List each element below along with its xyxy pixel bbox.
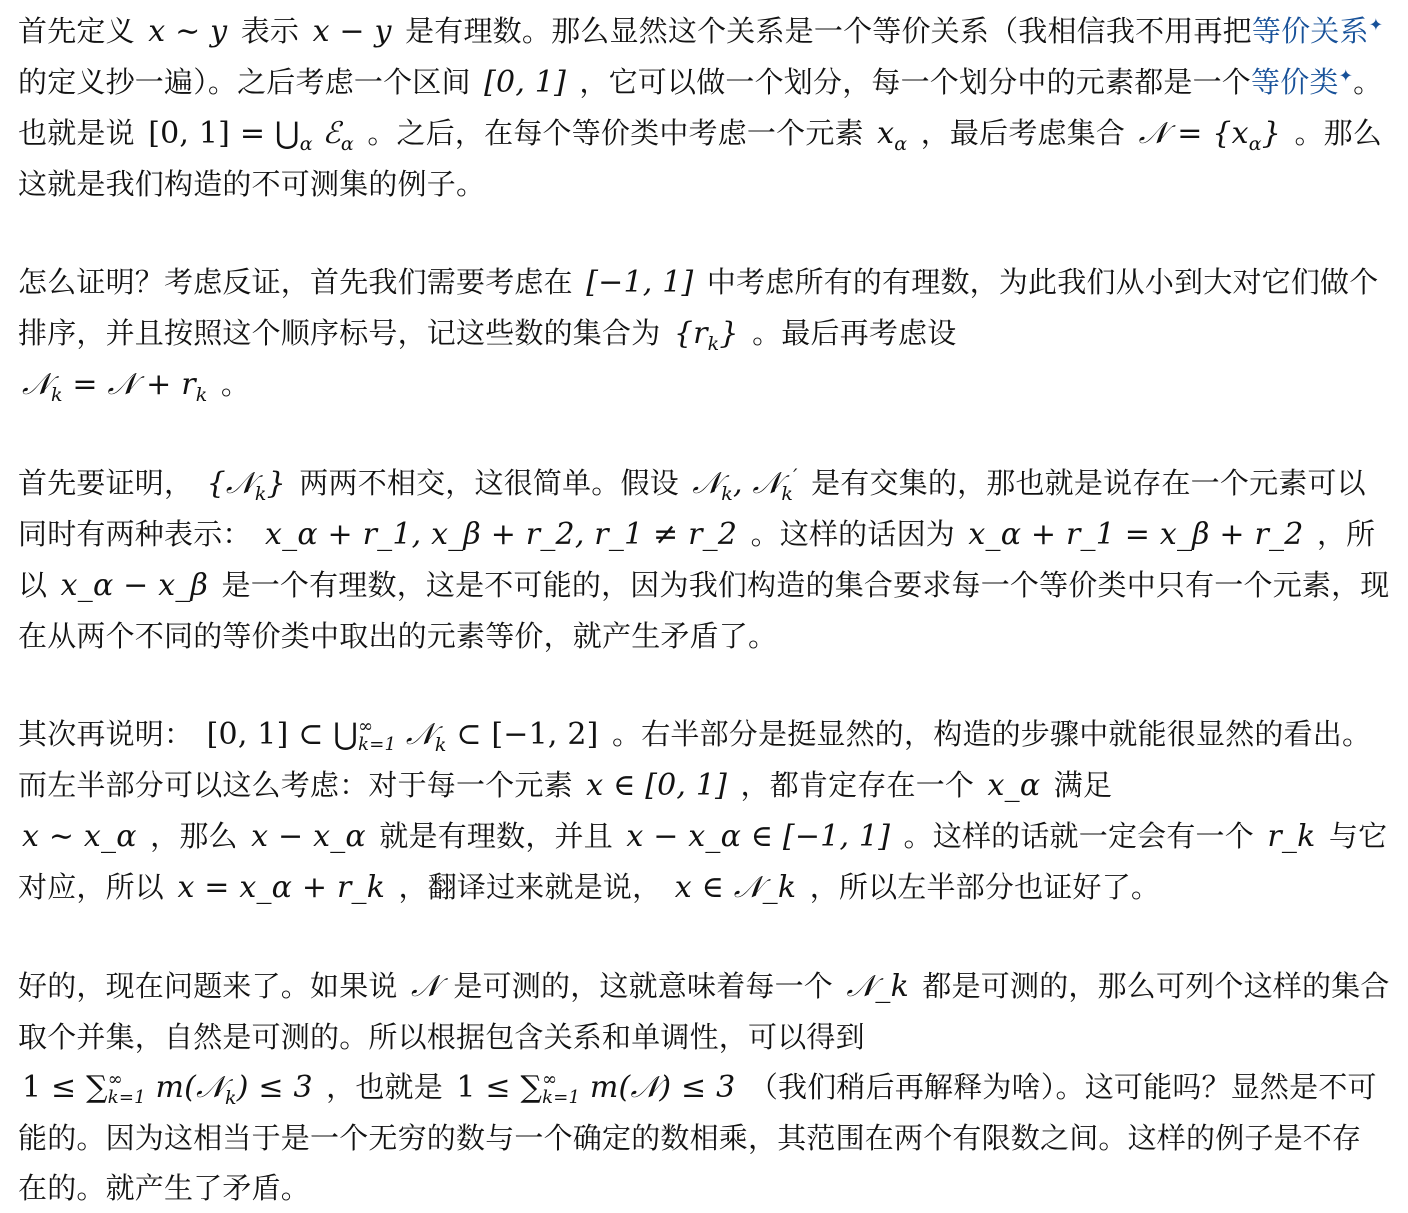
math-inline: x_α + r_1, x_β + r_2, r_1 ≠ r_2 <box>265 517 738 552</box>
math-inline: x ∼ x_α <box>22 819 137 854</box>
text: 满足 <box>1053 768 1113 802</box>
math-inline: $\{r_k\}$ <box>673 316 739 355</box>
text: 首先要证明， <box>18 466 194 500</box>
sparkle-icon: ✦ <box>1368 15 1384 36</box>
text: 其次再说明： <box>18 717 194 751</box>
math-inline: x_α − x_β <box>60 568 209 603</box>
paragraph-definition <box>18 6 1390 209</box>
text: 都是可测的，那么可列个这样的集合取个并集，自然是可测的。所以根据包含关系和单调性，可以得到 <box>18 969 1390 1054</box>
text: 。这样的话就一定会有一个 <box>903 819 1254 853</box>
text: 与它对应，所以 <box>18 819 1388 904</box>
paragraph-contradiction <box>18 961 1390 1213</box>
text: 。这样的话因为 <box>750 517 955 551</box>
math-inline: 𝒩$_k$, 𝒩$_k$′ <box>692 465 798 505</box>
text: 。那么这就是我们构造的不可测集的例子。 <box>18 116 1383 201</box>
text: 。 <box>220 367 251 401</box>
math-inline: $x_\alpha$ <box>877 116 908 155</box>
text: 中考虑所有的有理数，为此我们从小到大对它们做个排序，并且按照这个顺序标号，记这些数的集合为 <box>18 265 1379 350</box>
text: 的定义抄一遍）。之后考虑一个区间 <box>18 65 471 99</box>
text: 首先定义 <box>18 14 135 48</box>
text: ，所以左半部分也证好了。 <box>809 870 1161 904</box>
math-inline: [0, 1] <box>484 65 566 100</box>
text: 是一个有理数，这是不可能的，因为我们构造的集合要求每一个等价类中只有一个元素，现在从两个不同的等价类中取出的元素等价，就产生矛盾了。 <box>18 568 1390 653</box>
paragraph-proof-setup <box>18 257 1390 410</box>
math-inline: 𝒩_k <box>846 969 909 1004</box>
math-inline: r_k <box>1267 819 1316 854</box>
text: ，都肯定存在一个 <box>740 768 975 802</box>
paragraph-disjoint <box>18 458 1390 661</box>
text: 怎么证明？考虑反证，首先我们需要考虑在 <box>18 265 573 299</box>
math-inline: [−1, 1] <box>586 265 694 300</box>
math-inline: 𝒩 <box>411 969 440 1004</box>
text: 是有交集的，那也就是说存在一个元素可以同时有两种表示： <box>18 466 1366 551</box>
link-equivalence-class[interactable] <box>1251 65 1353 99</box>
link-label[interactable]: 等价类 <box>1251 65 1339 99</box>
text: 是有理数。那么显然这个关系是一个等价关系（我相信我不用再把 <box>405 14 1252 48</box>
math-inline: x − y <box>312 14 392 49</box>
math-inline: x − x_α ∈ [−1, 1] <box>626 819 891 854</box>
text: ，翻译过来就是说， <box>398 870 662 904</box>
math-inline: x ∼ y <box>148 14 228 49</box>
text: ，也就是 <box>326 1070 443 1104</box>
math-sum-bound: 1 ≤ ∑∞ k=1 m(𝒩) ≤ 3 <box>456 1069 736 1108</box>
link-equivalence-relation[interactable] <box>1252 14 1383 48</box>
text: 。最后再考虑设 <box>752 316 957 350</box>
math-inline: x_α <box>987 768 1041 803</box>
link-label[interactable]: 等价关系 <box>1251 14 1369 48</box>
text: 。右半部分是挺显然的，构造的步骤中就能很显然的看出。而左半部分可以这么考虑：对于每一个元素 <box>18 717 1372 802</box>
sparkle-icon: ✦ <box>1338 66 1354 87</box>
text: ，那么 <box>150 819 238 853</box>
text: 好的，现在问题来了。如果说 <box>18 969 398 1003</box>
math-inclusion-chain: [0, 1] ⊂ ⋃∞ k=1 𝒩$_k$ ⊂ [−1, 2] <box>206 716 599 756</box>
math-inline: x − x_α <box>251 819 366 854</box>
text: 是可测的，这就意味着每一个 <box>453 969 834 1003</box>
text: ，最后考虑集合 <box>920 116 1126 150</box>
text: ，它可以做一个划分，每一个划分中的元素都是一个 <box>579 65 1252 99</box>
text: 两两不相交，这很简单。假设 <box>299 466 679 500</box>
paragraph-inclusion <box>18 709 1390 913</box>
text: ，所以 <box>18 517 1376 602</box>
math-inline: 𝒩$_k$ = 𝒩 + $r_k$ <box>22 367 208 406</box>
text: （我们稍后再解释为啥）。这可能吗？显然是不可能的。因为这相当于是一个无穷的数与一个确定的数相乘，其范围在两个有限数之间。这样的例子是不存在的。就产生了矛盾。 <box>18 1070 1377 1205</box>
math-inline: x_α + r_1 = x_β + r_2 <box>968 517 1304 552</box>
math-inline: {𝒩$_k$} <box>206 466 286 505</box>
text: 就是有理数，并且 <box>379 819 613 853</box>
text: 。之后，在每个等价类中考虑一个元素 <box>367 116 864 150</box>
text: 表示 <box>240 14 300 48</box>
math-union-decomposition: [0, $1] = ⋃_\alpha$ ℰ$_\alpha$ <box>148 116 354 155</box>
math-sum-bound: 1 ≤ ∑∞ k=1 m(𝒩$_k$) ≤ 3 <box>22 1069 313 1109</box>
text: 。也就是说 <box>18 65 1383 150</box>
math-set-N: 𝒩 = $\{x_\alpha\}$ <box>1138 116 1282 155</box>
math-inline: x ∈ 𝒩_k <box>674 870 797 905</box>
math-inline: x ∈ [0, 1] <box>586 768 728 803</box>
math-inline: x = x_α + r_k <box>177 870 386 905</box>
